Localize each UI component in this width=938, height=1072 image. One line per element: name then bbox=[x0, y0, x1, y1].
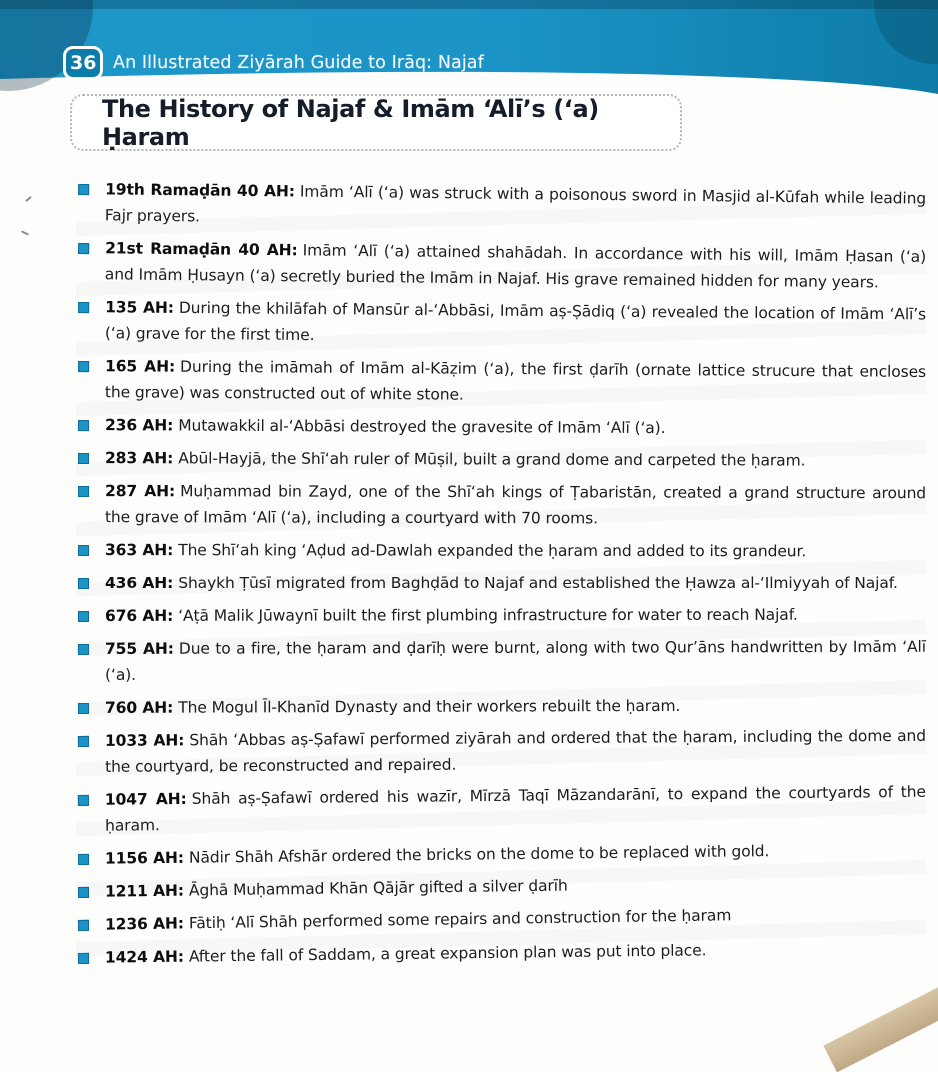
entry-label: 1236 AH: bbox=[104, 914, 185, 934]
banner-background bbox=[0, 0, 938, 102]
timeline-entry bbox=[76, 692, 926, 721]
timeline-entry bbox=[76, 570, 926, 596]
bullet-square-icon bbox=[78, 854, 89, 865]
bullet-square-icon bbox=[78, 361, 89, 372]
entry-label: 236 AH: bbox=[104, 416, 174, 435]
entry-text: Mutawakkil al-ʻAbbāsi destroyed the gravesite of Imām ʻAlī (ʻa). bbox=[178, 416, 666, 438]
entry-text: Muḥammad bin Zayd, one of the Shīʻah kings of Ṭabaristān, created a grand structure around the grave of Imām ʻAlī (ʻa), including a courtyard with 70 rooms. bbox=[104, 482, 927, 528]
timeline-entry bbox=[76, 176, 927, 238]
entry-text: Shāh ʻAbbas aṣ-Ṣafawī performed ziyārah and ordered that the ḥaram, including the dome and the courtyard, be reconstructed and repaired. bbox=[105, 726, 926, 776]
timeline-entry bbox=[76, 602, 926, 629]
entry-body bbox=[105, 294, 926, 353]
entry-body bbox=[105, 235, 926, 296]
timeline-entry bbox=[76, 935, 926, 971]
bullet-square-icon bbox=[78, 887, 89, 898]
entry-label: 436 AH: bbox=[105, 574, 174, 592]
timeline-entry bbox=[76, 353, 926, 411]
entry-body bbox=[105, 445, 926, 474]
entry-body bbox=[105, 692, 926, 721]
bullet-square-icon bbox=[78, 611, 89, 622]
entry-body bbox=[105, 478, 926, 532]
entry-text: Shāh aṣ-Ṣafawī ordered his wazīr, Mīrzā Taqī Māzandarānī, to expand the courtyards of the ḥaram. bbox=[105, 782, 926, 835]
entry-body bbox=[105, 899, 926, 937]
bullet-square-icon bbox=[78, 302, 89, 313]
entry-body bbox=[105, 353, 926, 411]
entry-text: Abūl-Hayjā, the Shīʻah ruler of Mūṣil, built a grand dome and carpeted the ḥaram. bbox=[178, 449, 806, 470]
entry-body bbox=[105, 836, 926, 871]
bullet-square-icon bbox=[78, 795, 89, 806]
entry-body bbox=[105, 868, 926, 905]
entry-label: 19th Ramaḍān 40 AH: bbox=[105, 180, 295, 201]
entry-text: The Shīʻah king ʻAḍud ad-Dawlah expanded the ḥaram and added to its grandeur. bbox=[178, 541, 807, 561]
section-title: The History of Najaf & Imām ʻAlī’s (ʻa) Ḥaram bbox=[102, 94, 599, 151]
entry-label: 363 AH: bbox=[104, 541, 174, 560]
bullet-square-icon bbox=[78, 703, 89, 714]
entry-text: Nādir Shāh Afshār ordered the bricks on the dome to be replaced with gold. bbox=[188, 842, 770, 867]
bullet-square-icon bbox=[78, 953, 89, 964]
timeline-entry bbox=[76, 478, 926, 532]
entry-body bbox=[105, 779, 926, 839]
entry-label: 283 AH: bbox=[104, 449, 174, 468]
entry-text: Fātiḥ ʻAlī Shāh performed some repairs and construction for the ḥaram bbox=[188, 906, 732, 933]
timeline-entry bbox=[76, 723, 926, 780]
bullet-square-icon bbox=[78, 420, 89, 431]
entry-text: Āghā Muḥammad Khān Qājār gifted a silver ḍarīh bbox=[188, 876, 568, 900]
entry-text: ʻAṭā Malik Jūwaynī built the first plumbing infrastructure for water to reach Najaf. bbox=[178, 605, 798, 625]
entry-label: 135 AH: bbox=[105, 298, 174, 317]
timeline-entry bbox=[76, 779, 926, 839]
entry-label: 755 AH: bbox=[104, 639, 174, 658]
entry-body bbox=[105, 602, 926, 629]
timeline-entry bbox=[76, 235, 926, 296]
page-number: 36 bbox=[70, 52, 97, 74]
bullet-square-icon bbox=[78, 578, 89, 589]
entry-label: 760 AH: bbox=[104, 698, 174, 717]
bullet-square-icon bbox=[78, 920, 89, 931]
timeline-entry bbox=[76, 899, 926, 938]
entry-body bbox=[105, 634, 926, 688]
entry-text: After the fall of Saddam, a great expansion plan was put into place. bbox=[188, 941, 707, 966]
entry-label: 1033 AH: bbox=[104, 731, 185, 750]
timeline-entry bbox=[76, 634, 926, 688]
entry-label: 165 AH: bbox=[105, 357, 176, 376]
entry-body bbox=[105, 537, 926, 564]
entry-body bbox=[105, 723, 926, 780]
entry-text: Imām ʻAlī (ʻa) attained shahādah. In accordance with his will, Imām Ḥasan (ʻa) and Imām Ḥusayn (ʻa) secretly buried the Imām in Najaf. His grave remained hidden for many years. bbox=[104, 241, 927, 292]
pencil-mark bbox=[25, 196, 32, 202]
entry-body bbox=[105, 570, 926, 596]
entry-label: 676 AH: bbox=[104, 606, 174, 625]
entry-text: During the khilāfah of Mansūr al-ʻAbbāsi, Imām aṣ-Ṣādiq (ʻa) revealed the location of Imām ʻAlī’s (ʻa) grave for the first time. bbox=[104, 298, 927, 345]
header-banner bbox=[0, 0, 938, 102]
entry-body bbox=[105, 412, 926, 442]
timeline-entry bbox=[76, 868, 926, 905]
entry-text: Imām ʻAlī (ʻa) was struck with a poisonous sword in Masjid al-Kūfah while leading Fajr prayers. bbox=[104, 182, 927, 226]
entry-label: 287 AH: bbox=[105, 482, 176, 501]
entry-body bbox=[105, 176, 927, 237]
entry-text: During the imāmah of Imām al-Kāẓim (ʻa), the first ḍarīh (ornate lattice strucure that encloses the grave) was constructed out of white stone. bbox=[104, 357, 927, 404]
entry-body bbox=[105, 935, 926, 971]
section-title-box bbox=[70, 94, 682, 151]
entry-label: 1424 AH: bbox=[104, 947, 185, 967]
entry-text: Shaykh Ṭūsī migrated from Baghḍād to Najaf and established the Ḥawza al-ʻIlmiyyah of Najaf. bbox=[178, 574, 898, 592]
bullet-square-icon bbox=[78, 453, 89, 464]
entry-text: The Mogul Īl-Khanīd Dynasty and their workers rebuilt the ḥaram. bbox=[178, 696, 681, 717]
pencil-mark bbox=[21, 230, 29, 235]
page-curl-edge bbox=[823, 978, 938, 1072]
entry-text: Due to a fire, the ḥaram and ḍarīḥ were burnt, along with two Qur’āns handwritten by Imām ʻAlī (ʻa). bbox=[105, 637, 926, 684]
bullet-square-icon bbox=[78, 644, 89, 655]
entry-label: 1156 AH: bbox=[104, 848, 185, 868]
timeline-entry bbox=[76, 445, 926, 474]
timeline-entry bbox=[76, 836, 926, 872]
entry-label: 1211 AH: bbox=[104, 881, 185, 901]
page-number-badge bbox=[63, 46, 103, 80]
bullet-square-icon bbox=[78, 736, 89, 747]
entry-label: 1047 AH: bbox=[104, 789, 187, 809]
entry-label: 21st Ramaḍān 40 AH: bbox=[105, 239, 298, 260]
bullet-square-icon bbox=[78, 486, 89, 497]
bullet-square-icon bbox=[78, 545, 89, 556]
timeline-entry bbox=[76, 294, 926, 353]
bullet-square-icon bbox=[78, 243, 89, 254]
book-title: An Illustrated Ziyārah Guide to Irāq: Najaf bbox=[113, 53, 484, 73]
timeline-list bbox=[76, 176, 926, 978]
timeline-entry bbox=[76, 537, 926, 564]
timeline-entry bbox=[76, 412, 926, 442]
bullet-square-icon bbox=[78, 184, 89, 195]
